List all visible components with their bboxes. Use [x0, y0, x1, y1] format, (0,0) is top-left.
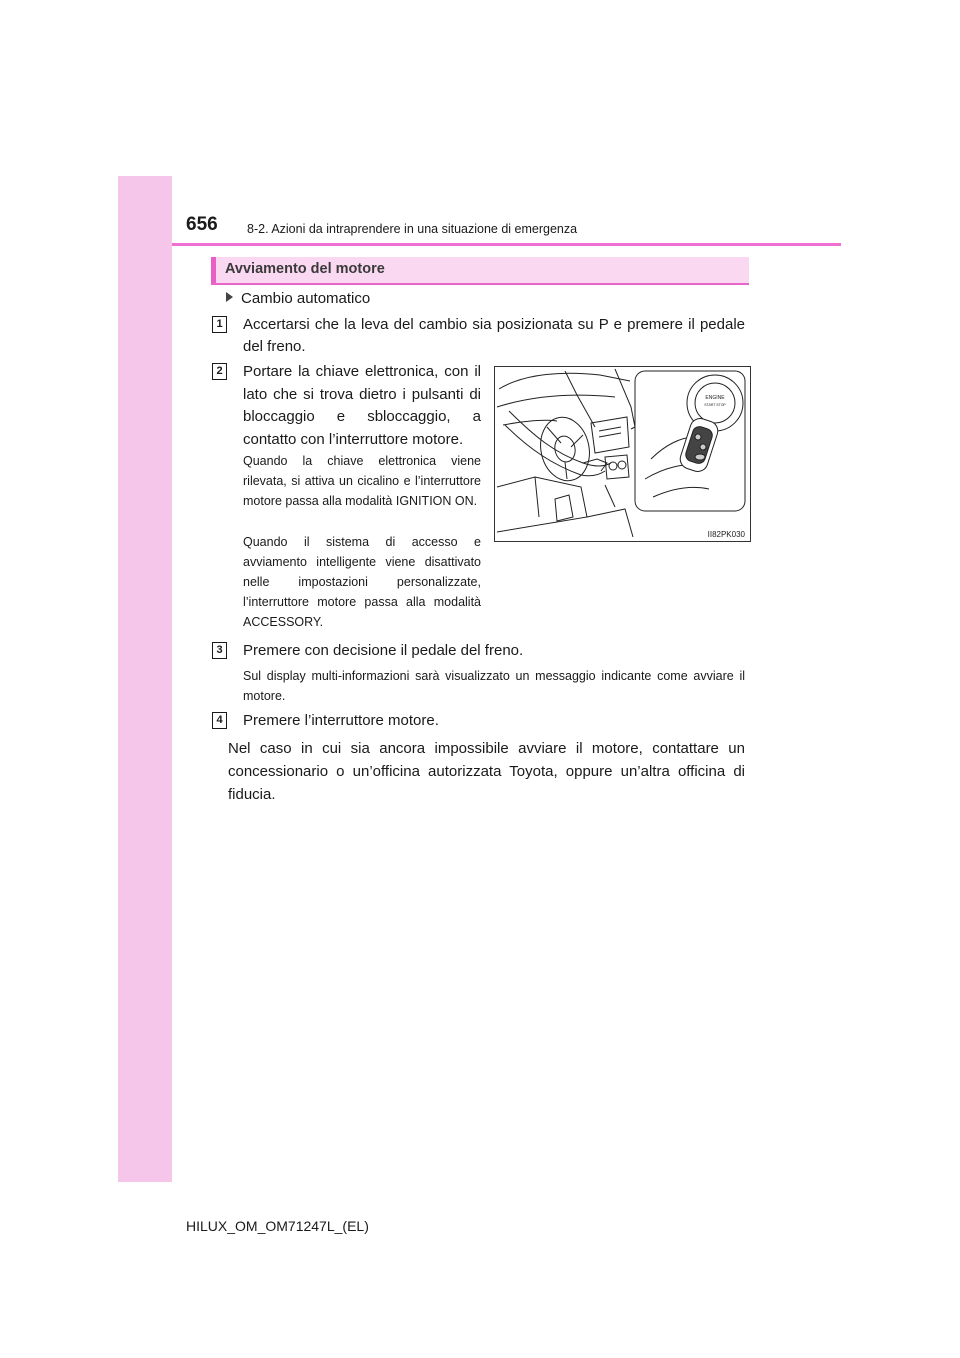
step-3-text: Premere con decisione il pedale del freno. — [243, 642, 524, 659]
figure-button-text: ENGINE — [705, 395, 725, 401]
section-accent — [211, 257, 216, 283]
document-id: HILUX_OM_OM71247L_(EL) — [186, 1218, 369, 1234]
step-2-text: Portare la chiave elettronica, con il lato che si trova dietro i pulsanti di bloccaggio e sbloccaggio, a contatto con l’interruttore motore. — [243, 363, 481, 448]
step-number-4: 4 — [212, 712, 227, 729]
figure-button-subtext: START STOP — [704, 403, 726, 407]
dashboard-key-drawing — [495, 367, 750, 541]
section-heading — [211, 257, 749, 285]
figure-code: II82PK030 — [707, 530, 745, 539]
closing-paragraph: Nel caso in cui sia ancora impossibile avviare il motore, contattare un concessionario o un’officina autorizzata Toyota, oppure un’altra officina di fiducia. — [228, 740, 745, 803]
step-1-text: Accertarsi che la leva del cambio sia posizionata su P e premere il pedale del freno. — [243, 316, 745, 355]
section-title: Avviamento del motore — [225, 261, 385, 277]
bullet-item — [226, 288, 370, 310]
step-2-note-2: Quando il sistema di accesso e avviamento intelligente viene disattivato nelle impostazioni personalizzate, l’interruttore motore passa alla modalità ACCESSORY. — [243, 535, 481, 629]
step-number-2: 2 — [212, 363, 227, 380]
step-3-note: Sul display multi-informazioni sarà visualizzato un messaggio indicante come avviare il motore. — [243, 669, 745, 703]
triangle-bullet-icon — [226, 292, 233, 302]
chapter-title: 8-2. Azioni da intraprendere in una situazione di emergenza — [247, 222, 578, 236]
page-number: 656 — [186, 214, 218, 235]
header-rule — [172, 243, 841, 246]
bullet-text: Cambio automatico — [241, 290, 371, 307]
side-tab-band — [118, 176, 172, 1182]
step-4-text: Premere l’interruttore motore. — [243, 712, 439, 729]
step-2-note-1: Quando la chiave elettronica viene rilevata, si attiva un cicalino e l’interruttore motore passa alla modalità IGNITION ON. — [243, 454, 481, 508]
engine-start-illustration — [494, 366, 751, 542]
step-number-3: 3 — [212, 642, 227, 659]
step-number-1: 1 — [212, 316, 227, 333]
